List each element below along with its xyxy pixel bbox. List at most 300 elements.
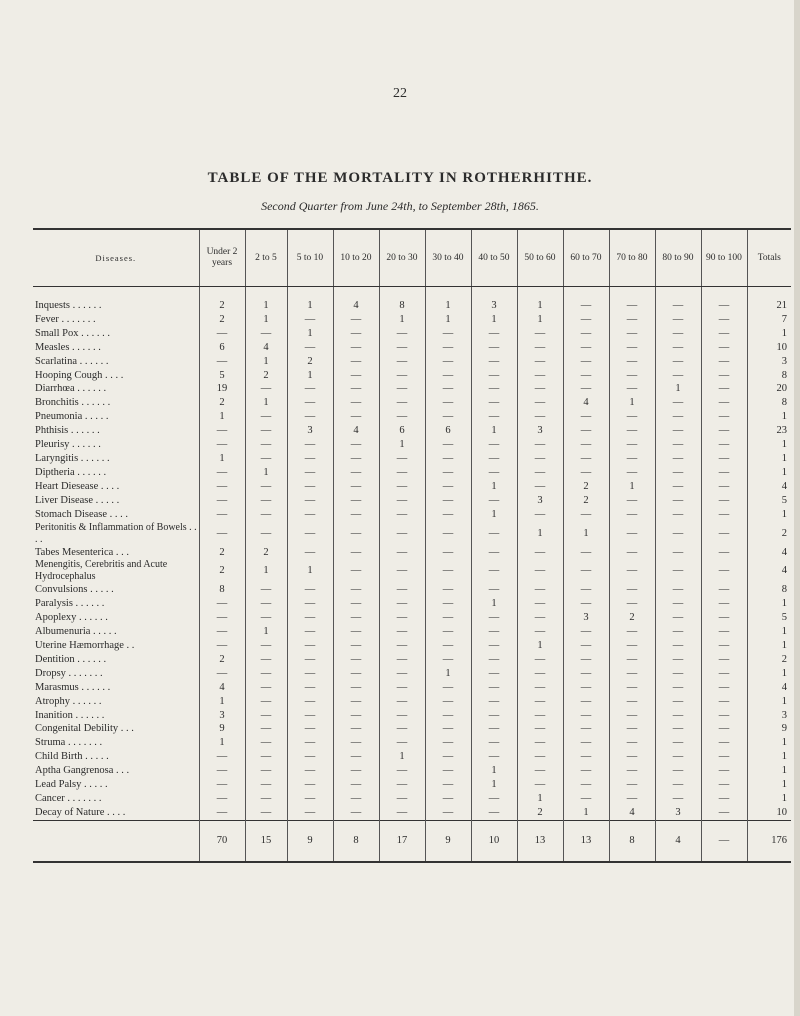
row-total: 1 [747, 625, 791, 639]
death-count: 3 [287, 424, 333, 438]
death-count: — [425, 625, 471, 639]
disease-name: Convulsions . . . . . [35, 584, 114, 596]
death-count: — [701, 327, 747, 341]
death-count: — [701, 750, 747, 764]
death-count: — [245, 452, 287, 466]
totals-row [33, 820, 791, 862]
death-count: — [609, 313, 655, 327]
death-count: — [379, 778, 425, 792]
death-count: — [655, 559, 701, 583]
death-count: — [517, 341, 563, 355]
table-row [33, 396, 791, 410]
death-count: — [425, 508, 471, 522]
death-count: — [287, 722, 333, 736]
disease-name: Struma . . . . . . . [35, 737, 103, 749]
row-total: 5 [747, 494, 791, 508]
death-count: — [701, 625, 747, 639]
death-count: — [333, 438, 379, 452]
death-count: — [517, 583, 563, 597]
death-count: — [379, 639, 425, 653]
death-count: — [609, 583, 655, 597]
death-count: — [701, 508, 747, 522]
death-count: 1 [471, 480, 517, 494]
death-count: — [655, 778, 701, 792]
death-count: 1 [425, 667, 471, 681]
disease-name: Uterine Hæmorrhage . . [35, 640, 135, 652]
table-row [33, 722, 791, 736]
disease-name: Small Pox . . . . . . [35, 327, 110, 339]
death-count: — [379, 452, 425, 466]
death-count: — [287, 382, 333, 396]
death-count: — [287, 583, 333, 597]
totals-label [33, 820, 199, 862]
death-count: — [471, 611, 517, 625]
death-count: — [379, 559, 425, 583]
death-count: — [609, 625, 655, 639]
row-total: 1 [747, 597, 791, 611]
death-count: — [379, 508, 425, 522]
death-count: — [517, 466, 563, 480]
death-count: — [471, 494, 517, 508]
death-count: — [333, 792, 379, 806]
row-total: 1 [747, 327, 791, 341]
column-header: Totals [747, 229, 791, 287]
death-count: — [379, 410, 425, 424]
death-count: 3 [199, 709, 245, 723]
death-count: — [425, 494, 471, 508]
death-count: — [609, 681, 655, 695]
death-count: 2 [245, 369, 287, 383]
death-count: — [287, 653, 333, 667]
death-count: 1 [245, 625, 287, 639]
death-count: — [563, 681, 609, 695]
death-count: — [471, 792, 517, 806]
death-count: — [333, 625, 379, 639]
death-count: 1 [245, 313, 287, 327]
table-row [33, 695, 791, 709]
table-row [33, 764, 791, 778]
death-count: — [333, 559, 379, 583]
death-count: — [287, 341, 333, 355]
row-total: 21 [747, 287, 791, 313]
disease-name: Peritonitis & Inflammation of Bowels . . . . [35, 521, 197, 545]
death-count: 2 [199, 653, 245, 667]
column-header: 2 to 5 [245, 229, 287, 287]
death-count: 1 [609, 396, 655, 410]
table-row [33, 625, 791, 639]
death-count: — [655, 639, 701, 653]
death-count: — [199, 424, 245, 438]
death-count: — [655, 341, 701, 355]
row-total: 1 [747, 410, 791, 424]
death-count: — [287, 597, 333, 611]
death-count: — [701, 597, 747, 611]
death-count: — [333, 806, 379, 820]
death-count: 2 [563, 494, 609, 508]
death-count: — [287, 709, 333, 723]
disease-name: Congenital Debility . . . [35, 723, 134, 735]
death-count: — [425, 597, 471, 611]
death-count: 6 [199, 341, 245, 355]
death-count: — [517, 508, 563, 522]
death-count: — [517, 625, 563, 639]
death-count: — [563, 559, 609, 583]
death-count: — [655, 355, 701, 369]
disease-name: Laryngitis . . . . . . [35, 452, 110, 464]
death-count: — [563, 750, 609, 764]
death-count: — [701, 681, 747, 695]
death-count: — [701, 722, 747, 736]
death-count: — [701, 611, 747, 625]
death-count: — [333, 313, 379, 327]
death-count: — [609, 639, 655, 653]
death-count: — [379, 341, 425, 355]
death-count: — [425, 583, 471, 597]
death-count: — [563, 508, 609, 522]
death-count: — [425, 639, 471, 653]
column-total: 8 [333, 820, 379, 862]
death-count: — [379, 667, 425, 681]
death-count: — [471, 625, 517, 639]
death-count: — [701, 341, 747, 355]
death-count: 1 [425, 287, 471, 313]
death-count: — [471, 355, 517, 369]
table-row [33, 546, 791, 560]
table-row [33, 750, 791, 764]
death-count: — [245, 764, 287, 778]
death-count: — [701, 369, 747, 383]
death-count: — [471, 806, 517, 820]
death-count: — [379, 736, 425, 750]
death-count: — [333, 778, 379, 792]
death-count: — [245, 597, 287, 611]
death-count: — [333, 722, 379, 736]
death-count: — [517, 681, 563, 695]
column-header: 50 to 60 [517, 229, 563, 287]
death-count: 1 [379, 438, 425, 452]
death-count: — [471, 583, 517, 597]
death-count: — [287, 806, 333, 820]
death-count: — [425, 792, 471, 806]
death-count: — [517, 653, 563, 667]
death-count: — [563, 313, 609, 327]
death-count: — [655, 522, 701, 546]
death-count: — [701, 494, 747, 508]
death-count: — [701, 382, 747, 396]
death-count: 1 [245, 396, 287, 410]
death-count: 2 [199, 546, 245, 560]
column-header: 60 to 70 [563, 229, 609, 287]
death-count: — [609, 597, 655, 611]
death-count: 1 [379, 750, 425, 764]
death-count: — [333, 522, 379, 546]
death-count: — [471, 466, 517, 480]
disease-name: Inquests . . . . . . [35, 300, 102, 311]
death-count: 4 [609, 806, 655, 820]
death-count: — [609, 695, 655, 709]
death-count: — [245, 327, 287, 341]
death-count: — [701, 522, 747, 546]
death-count: — [425, 452, 471, 466]
death-count: — [333, 597, 379, 611]
column-total: 13 [563, 820, 609, 862]
death-count: — [563, 695, 609, 709]
death-count: — [471, 369, 517, 383]
death-count: — [333, 583, 379, 597]
table-row [33, 778, 791, 792]
death-count: — [199, 639, 245, 653]
column-header: 30 to 40 [425, 229, 471, 287]
death-count: — [471, 396, 517, 410]
death-count: — [379, 382, 425, 396]
death-count: — [517, 750, 563, 764]
row-total: 8 [747, 583, 791, 597]
death-count: — [655, 597, 701, 611]
death-count: — [425, 559, 471, 583]
death-count: — [517, 722, 563, 736]
death-count: — [655, 494, 701, 508]
death-count: — [563, 583, 609, 597]
death-count: — [287, 695, 333, 709]
death-count: — [333, 369, 379, 383]
death-count: — [517, 438, 563, 452]
row-total: 1 [747, 438, 791, 452]
disease-name: Paralysis . . . . . . [35, 598, 105, 610]
death-count: 19 [199, 382, 245, 396]
death-count: — [517, 546, 563, 560]
death-count: — [471, 750, 517, 764]
death-count: — [199, 764, 245, 778]
death-count: — [701, 764, 747, 778]
row-total: 1 [747, 736, 791, 750]
death-count: — [425, 369, 471, 383]
disease-name: Pneumonia . . . . . [35, 411, 109, 423]
death-count: — [471, 410, 517, 424]
death-count: — [379, 369, 425, 383]
death-count: — [609, 750, 655, 764]
death-count: 1 [245, 287, 287, 313]
death-count: 1 [517, 313, 563, 327]
row-total: 1 [747, 466, 791, 480]
table-row [33, 709, 791, 723]
death-count: — [655, 313, 701, 327]
death-count: — [609, 327, 655, 341]
column-total: 9 [425, 820, 471, 862]
death-count: — [287, 792, 333, 806]
death-count: — [609, 546, 655, 560]
death-count: — [425, 382, 471, 396]
death-count: — [655, 410, 701, 424]
column-total: 4 [655, 820, 701, 862]
disease-name: Pleurisy . . . . . . [35, 439, 101, 451]
death-count: — [287, 681, 333, 695]
death-count: 2 [609, 611, 655, 625]
death-count: — [333, 327, 379, 341]
death-count: — [655, 327, 701, 341]
death-count: 2 [245, 546, 287, 560]
death-count: — [563, 764, 609, 778]
death-count: — [199, 508, 245, 522]
death-count: 4 [563, 396, 609, 410]
death-count: 3 [471, 287, 517, 313]
death-count: — [245, 792, 287, 806]
table-row [33, 508, 791, 522]
death-count: — [655, 396, 701, 410]
death-count: — [563, 597, 609, 611]
death-count: — [609, 382, 655, 396]
death-count: — [609, 709, 655, 723]
death-count: — [245, 508, 287, 522]
death-count: — [245, 480, 287, 494]
row-total: 1 [747, 508, 791, 522]
death-count: 9 [199, 722, 245, 736]
death-count: — [245, 709, 287, 723]
death-count: — [287, 750, 333, 764]
death-count: — [517, 410, 563, 424]
death-count: — [379, 597, 425, 611]
death-count: — [517, 764, 563, 778]
death-count: — [425, 410, 471, 424]
death-count: — [287, 778, 333, 792]
death-count: 2 [199, 313, 245, 327]
death-count: 1 [199, 695, 245, 709]
death-count: — [245, 382, 287, 396]
death-count: — [701, 438, 747, 452]
death-count: 8 [379, 287, 425, 313]
death-count: — [517, 327, 563, 341]
death-count: 1 [517, 792, 563, 806]
death-count: — [655, 466, 701, 480]
row-total: 3 [747, 709, 791, 723]
death-count: — [701, 667, 747, 681]
death-count: — [425, 736, 471, 750]
row-total: 4 [747, 546, 791, 560]
column-total: 70 [199, 820, 245, 862]
death-count: — [471, 709, 517, 723]
column-header: Diseases. [33, 229, 199, 287]
death-count: — [199, 466, 245, 480]
death-count: — [655, 583, 701, 597]
death-count: — [609, 452, 655, 466]
death-count: — [379, 806, 425, 820]
death-count: — [655, 480, 701, 494]
disease-name: Measles . . . . . . [35, 341, 101, 353]
death-count: — [563, 546, 609, 560]
death-count: — [287, 396, 333, 410]
death-count: — [245, 806, 287, 820]
table-row [33, 466, 791, 480]
death-count: — [655, 369, 701, 383]
row-total: 3 [747, 355, 791, 369]
death-count: — [333, 355, 379, 369]
death-count: — [245, 653, 287, 667]
death-count: — [245, 494, 287, 508]
disease-name: Bronchitis . . . . . . [35, 397, 111, 409]
death-count: 2 [563, 480, 609, 494]
death-count: 1 [563, 806, 609, 820]
death-count: — [379, 396, 425, 410]
death-count: — [609, 736, 655, 750]
death-count: — [701, 396, 747, 410]
death-count: — [701, 736, 747, 750]
death-count: — [563, 287, 609, 313]
table-row [33, 653, 791, 667]
table-row [33, 313, 791, 327]
death-count: 1 [517, 639, 563, 653]
column-header: 90 to 100 [701, 229, 747, 287]
death-count: — [245, 681, 287, 695]
disease-name: Stomach Disease . . . . [35, 508, 129, 520]
table-row [33, 559, 791, 583]
page-number: 22 [393, 86, 407, 101]
death-count: — [287, 639, 333, 653]
disease-name: Diptheria . . . . . . [35, 466, 107, 478]
death-count: — [287, 667, 333, 681]
row-total: 23 [747, 424, 791, 438]
death-count: — [655, 424, 701, 438]
mortality-table-container [33, 228, 791, 863]
death-count: — [333, 695, 379, 709]
table-row [33, 327, 791, 341]
death-count: — [425, 764, 471, 778]
death-count: — [655, 508, 701, 522]
death-count: 6 [379, 424, 425, 438]
disease-name: Phthisis . . . . . . [35, 425, 100, 437]
death-count: — [199, 355, 245, 369]
disease-name: Albumenuria . . . . . [35, 626, 117, 638]
row-total: 1 [747, 639, 791, 653]
table-row [33, 681, 791, 695]
death-count: — [609, 722, 655, 736]
death-count: — [425, 546, 471, 560]
death-count: — [379, 611, 425, 625]
death-count: — [609, 466, 655, 480]
death-count: — [609, 522, 655, 546]
disease-name: Aptha Gangrenosa . . . [35, 765, 130, 777]
death-count: — [563, 667, 609, 681]
table-row [33, 424, 791, 438]
death-count: — [425, 341, 471, 355]
death-count: — [517, 736, 563, 750]
row-total: 1 [747, 792, 791, 806]
death-count: — [701, 410, 747, 424]
death-count: — [471, 452, 517, 466]
death-count: — [425, 480, 471, 494]
death-count: 1 [655, 382, 701, 396]
table-row [33, 382, 791, 396]
death-count: — [701, 806, 747, 820]
death-count: 1 [245, 355, 287, 369]
death-count: — [471, 681, 517, 695]
death-count: 3 [517, 494, 563, 508]
death-count: — [425, 722, 471, 736]
death-count: — [287, 410, 333, 424]
death-count: 1 [245, 559, 287, 583]
death-count: — [701, 480, 747, 494]
death-count: — [701, 583, 747, 597]
death-count: — [333, 494, 379, 508]
death-count: — [379, 466, 425, 480]
death-count: 3 [655, 806, 701, 820]
death-count: — [425, 709, 471, 723]
row-total: 1 [747, 452, 791, 466]
death-count: — [563, 466, 609, 480]
death-count: — [245, 611, 287, 625]
death-count: — [471, 722, 517, 736]
death-count: — [701, 695, 747, 709]
table-subtitle: Second Quarter from June 24th, to September 28th, 1865. [261, 199, 539, 213]
row-total: 5 [747, 611, 791, 625]
